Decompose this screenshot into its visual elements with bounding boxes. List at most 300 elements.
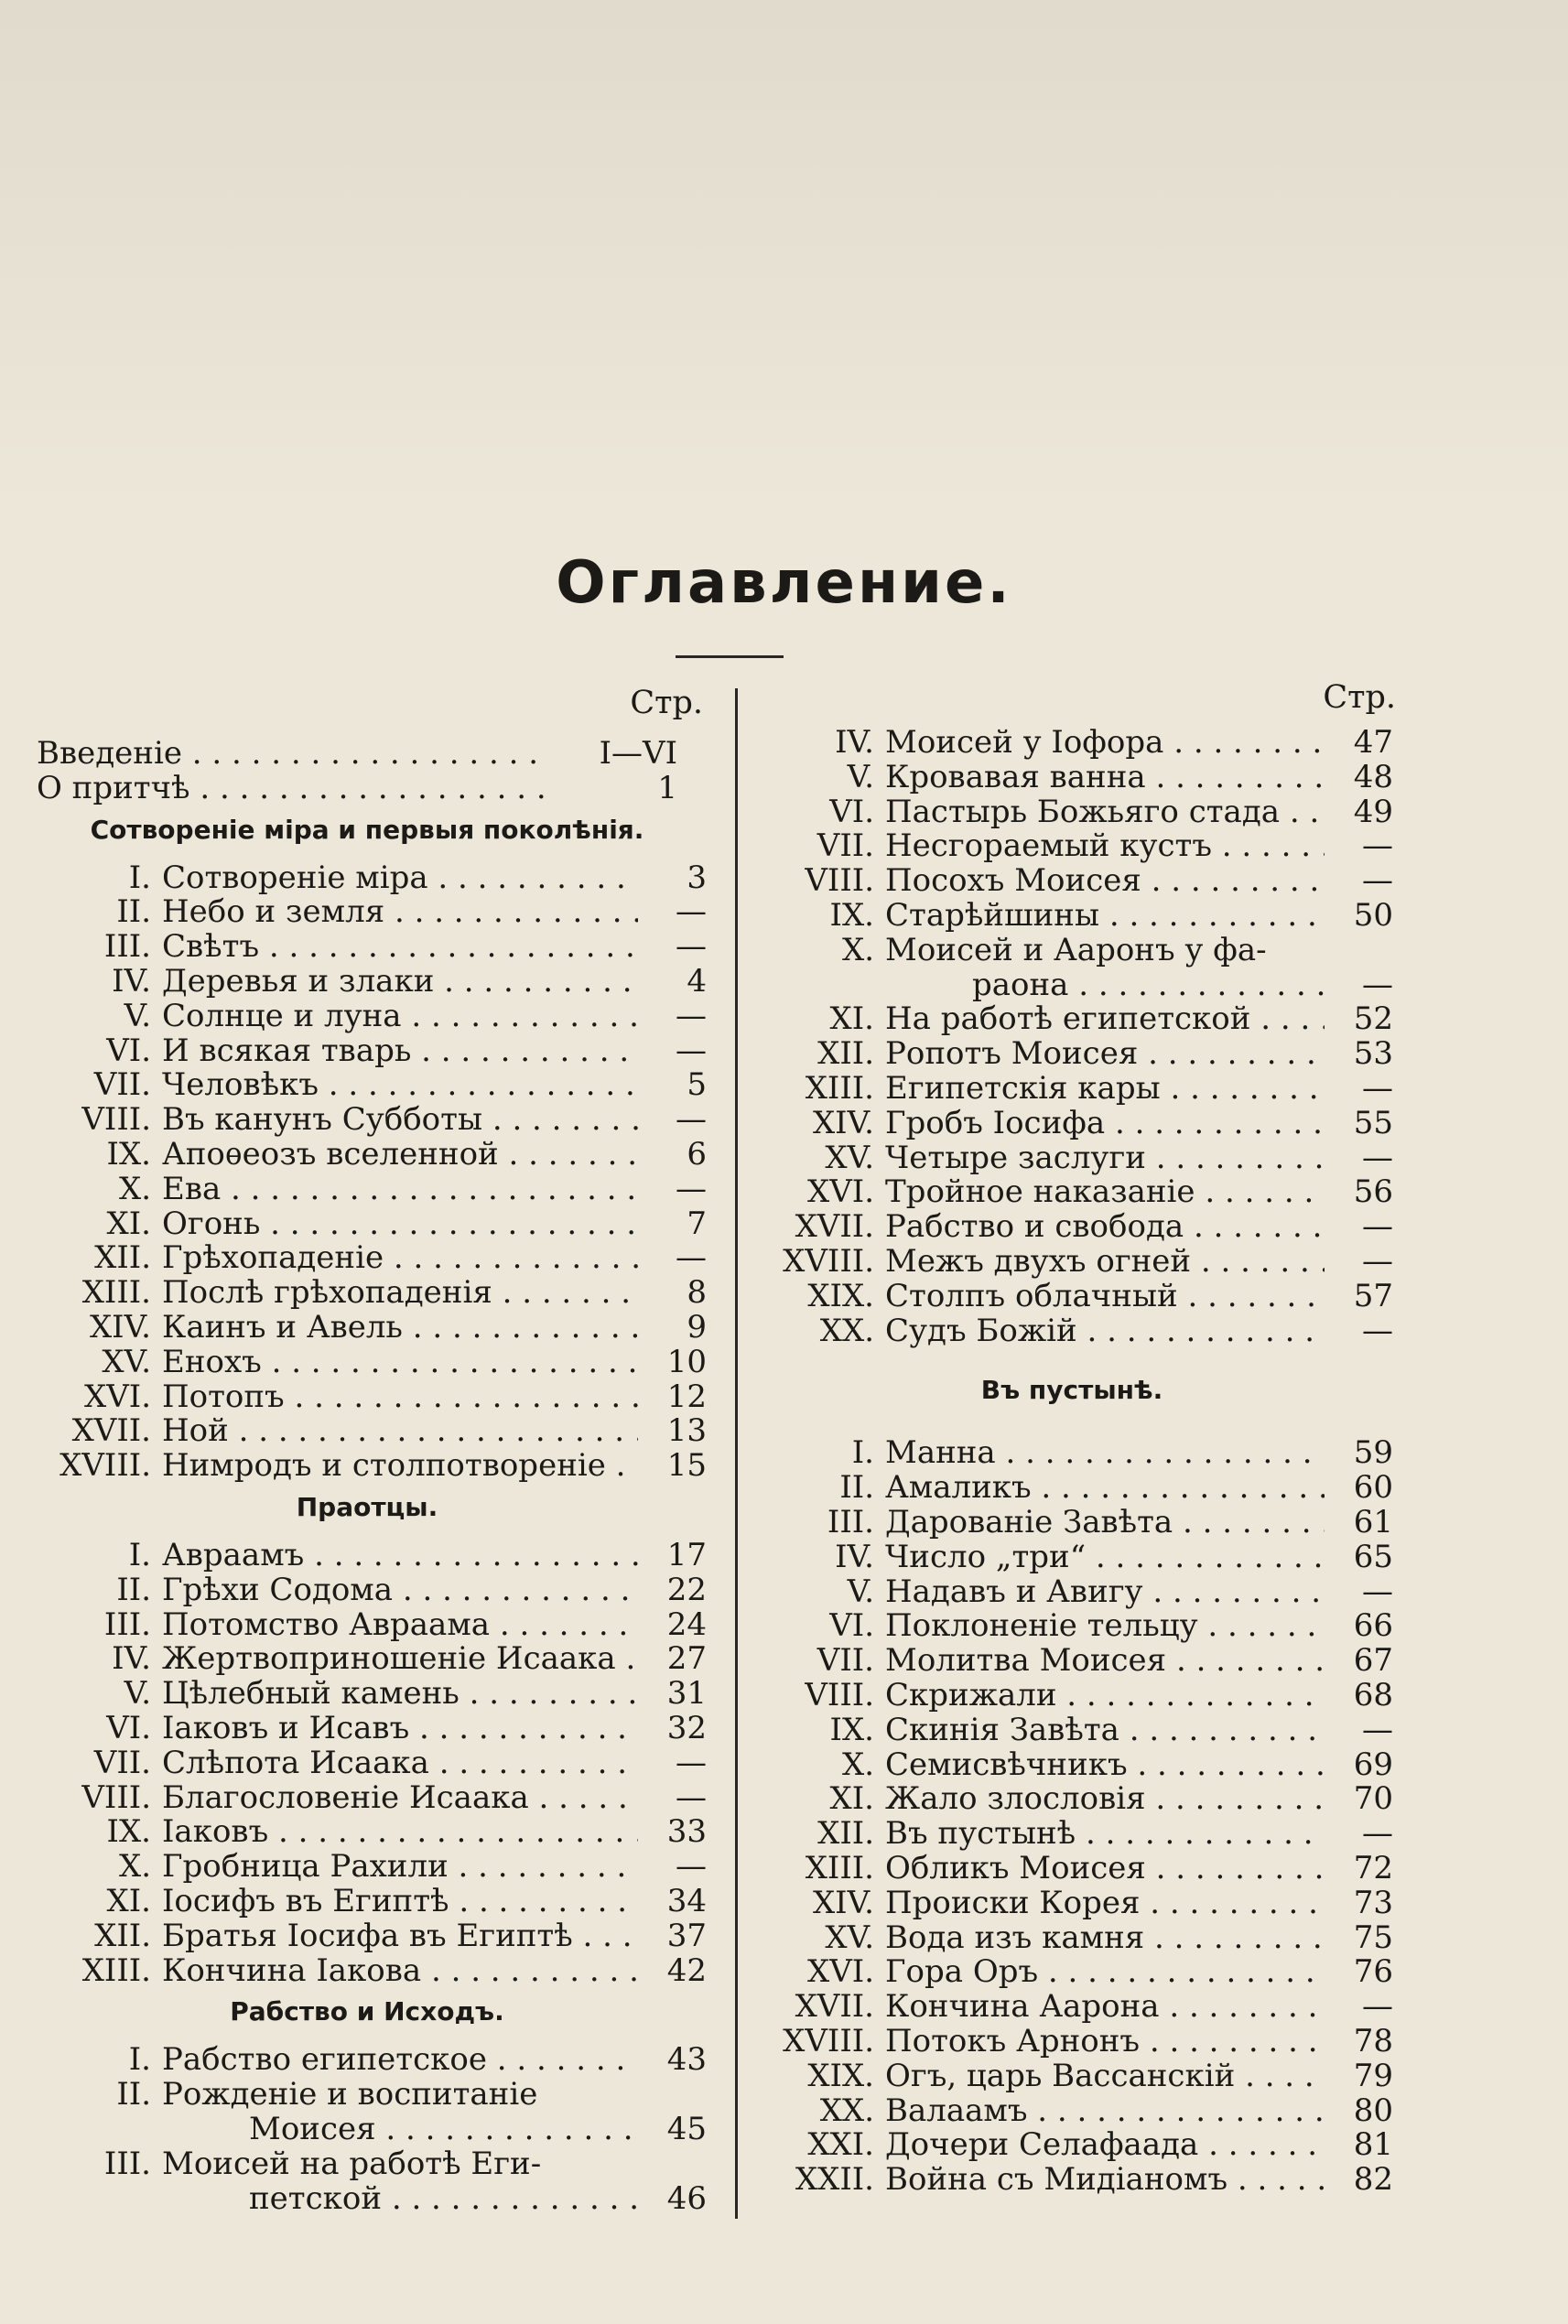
page-title: Оглавлениe.	[556, 549, 1012, 617]
entry-page: —	[1362, 862, 1393, 900]
show-through-area	[0, 0, 1568, 513]
entry-number: V.	[847, 758, 874, 795]
entry-title: Авраамъ . . .	[162, 1538, 638, 1573]
entry-page: 15	[666, 1447, 707, 1485]
entry-number: I.	[128, 2041, 151, 2079]
entry-page: 17	[666, 1537, 707, 1573]
toc-entry	[27, 1676, 707, 1711]
entry-page: —	[1362, 1573, 1393, 1610]
entry-title: Цѣлебный камень . . .	[162, 1676, 638, 1711]
entry-number: IV.	[112, 1640, 151, 1678]
entry-title: Число „три“ . . .	[885, 1540, 1325, 1574]
toc-entry	[751, 1816, 1393, 1851]
entry-title: Жертвоприношеніе Исаака . . .	[162, 1641, 638, 1676]
entry-title: Семисвѣчникъ . . .	[885, 1747, 1325, 1782]
entry-number: X.	[118, 1170, 151, 1207]
entry-page: 22	[666, 1571, 707, 1608]
entry-number: XVI.	[84, 1378, 151, 1415]
entry-title: Скрижали . . .	[885, 1678, 1325, 1713]
entry-number: XIII.	[805, 1070, 874, 1107]
entry-page: —	[1362, 1988, 1393, 2026]
entry-number: V.	[124, 1675, 151, 1713]
entry-page: 5	[687, 1066, 707, 1104]
entry-number: VI.	[106, 1032, 151, 1069]
entry-title: Египетскія кары . . .	[885, 1071, 1325, 1106]
entry-number: VII.	[816, 1642, 874, 1680]
entry-number: XI.	[829, 1780, 874, 1818]
entry-number: XIII.	[805, 1850, 874, 1886]
entry-number: XI.	[106, 1883, 151, 1919]
toc-entry	[751, 1209, 1393, 1244]
entry-number: X.	[118, 1848, 151, 1886]
toc-entry	[27, 1067, 707, 1102]
toc-entry	[27, 1206, 707, 1241]
toc-entry	[751, 1851, 1393, 1886]
entry-title: Рожденіе и воспитаніе	[162, 2077, 538, 2113]
toc-entry	[27, 1102, 707, 1137]
entry-page: 10	[666, 1343, 707, 1380]
entry-page: —	[676, 1032, 707, 1069]
entry-page: 80	[1353, 2092, 1393, 2129]
entry-title: Кровавая ванна . . .	[885, 760, 1325, 794]
entry-number: XII.	[94, 1239, 151, 1277]
entry-number: XVII.	[795, 1988, 874, 2026]
entry-title: Судъ Божій . . .	[885, 1313, 1325, 1348]
entry-page: 12	[666, 1378, 707, 1415]
toc-entry	[27, 894, 707, 929]
entry-number: XV.	[825, 1139, 874, 1176]
toc-entry	[27, 1746, 707, 1780]
toc-entry	[751, 828, 1393, 863]
entry-number: I.	[851, 1434, 874, 1472]
toc-entry	[27, 1137, 707, 1172]
entry-page: 55	[1353, 1104, 1393, 1141]
entry-page: 59	[1353, 1434, 1393, 1472]
entry-title: Четыре заслуги . . .	[885, 1140, 1325, 1175]
entry-number: XIV.	[89, 1309, 151, 1346]
toc-entry	[751, 1678, 1393, 1713]
entry-page: —	[1362, 1815, 1393, 1853]
entry-page: —	[1362, 1139, 1393, 1176]
toc-entry	[751, 1174, 1393, 1209]
toc-entry	[751, 1954, 1393, 1989]
entry-page: 76	[1353, 1953, 1393, 1991]
entry-number: X.	[841, 1746, 874, 1783]
entry-title: Валаамъ . . .	[885, 2093, 1325, 2128]
entry-number: I.	[128, 859, 151, 896]
toc-entry	[27, 1379, 707, 1414]
toc-entry	[27, 1033, 707, 1068]
entry-number: XIII.	[81, 1274, 151, 1312]
entry-page: 50	[1353, 897, 1393, 934]
entry-title: Поклоненіе тельцу . . .	[885, 1608, 1325, 1643]
entry-title: Сотвореніе міра . . .	[162, 860, 638, 895]
entry-title: Въ канунъ Субботы . . .	[162, 1102, 638, 1137]
toc-entry	[751, 760, 1393, 794]
toc-entry	[27, 1780, 707, 1815]
entry-title: И всякая тварь . . .	[162, 1033, 638, 1068]
toc-entry	[751, 1106, 1393, 1140]
entry-title: Небо и земля . . .	[162, 894, 638, 929]
entry-title: Потопъ . . .	[162, 1379, 638, 1414]
entry-title-continuation: Моисея . . .	[249, 2112, 638, 2146]
entry-number: XIX.	[807, 1277, 874, 1314]
section-heading: Сотвореніе міра и первыя поколѣнія.	[90, 814, 644, 845]
entry-title: Деревья и злаки . . .	[162, 964, 638, 999]
entry-page: 37	[666, 1917, 707, 1954]
entry-number: VII.	[93, 1066, 151, 1104]
toc-entry	[751, 1747, 1393, 1782]
entry-title: Дарованіе Завѣта . . .	[885, 1505, 1325, 1540]
entry-page: —	[676, 1101, 707, 1139]
toc-entry	[27, 1849, 707, 1884]
entry-page: —	[676, 928, 707, 966]
entry-page: 3	[687, 859, 707, 896]
entry-number: XV.	[825, 1919, 874, 1956]
entry-number: VIII.	[805, 862, 874, 900]
toc-entry	[27, 1711, 707, 1746]
entry-number: XV.	[102, 1343, 151, 1380]
entry-title: Ропотъ Моисея . . .	[885, 1036, 1325, 1071]
entry-number: IV.	[112, 963, 151, 1000]
toc-entry	[751, 1989, 1393, 2024]
toc-entry	[27, 1953, 707, 1988]
entry-number: XXI.	[807, 2126, 874, 2164]
toc-entry	[751, 1244, 1393, 1279]
toc-entry	[751, 2162, 1393, 2197]
entry-number: IV.	[835, 724, 874, 761]
toc-entry	[751, 1574, 1393, 1609]
entry-title: Война съ Мидіаномъ . . .	[885, 2162, 1325, 2197]
entry-title: О притчѣ . . .	[37, 771, 549, 805]
entry-page: —	[676, 997, 707, 1034]
toc-entry	[751, 1435, 1393, 1470]
entry-number: IV.	[835, 1538, 874, 1575]
entry-page: 82	[1353, 2161, 1393, 2199]
entry-title: Тройное наказаніе . . .	[885, 1174, 1325, 1209]
toc-entry	[37, 771, 677, 805]
entry-number: VIII.	[81, 1101, 151, 1139]
entry-page: 66	[1353, 1607, 1393, 1645]
entry-title: Гробница Рахили . . .	[162, 1849, 638, 1884]
toc-entry-continuation	[27, 2181, 707, 2216]
entry-page: 65	[1353, 1538, 1393, 1575]
toc-entry	[751, 933, 1393, 967]
toc-entry	[751, 1643, 1393, 1678]
page-column-header-left: Стр.	[630, 685, 703, 721]
toc-entry	[27, 1413, 707, 1448]
entry-number: VII.	[816, 827, 874, 865]
entry-page: 57	[1353, 1277, 1393, 1314]
toc-entry	[27, 929, 707, 964]
entry-page: 75	[1353, 1919, 1393, 1956]
toc-entry	[27, 1275, 707, 1310]
entry-title: Огъ, царь Вассанскій . . .	[885, 2059, 1325, 2093]
entry-page: —	[676, 1778, 707, 1816]
entry-title: Потокъ Арнонъ . . .	[885, 2024, 1325, 2059]
toc-entry	[27, 1884, 707, 1919]
entry-page: 42	[666, 1951, 707, 1989]
entry-page: 67	[1353, 1642, 1393, 1680]
toc-entry	[751, 2024, 1393, 2059]
entry-page: 60	[1353, 1469, 1393, 1507]
entry-page: —	[676, 1239, 707, 1277]
toc-entry	[751, 1001, 1393, 1036]
entry-page: 13	[666, 1412, 707, 1450]
entry-title: Кончина Іакова . . .	[162, 1953, 638, 1988]
toc-entry	[751, 1886, 1393, 1920]
entry-title: Человѣкъ . . .	[162, 1067, 638, 1102]
entry-page: 69	[1353, 1746, 1393, 1783]
entry-number: V.	[847, 1573, 874, 1610]
entry-number: XVIII.	[783, 1243, 874, 1280]
entry-page: —	[1362, 1711, 1393, 1748]
entry-page: 8	[687, 1274, 707, 1312]
toc-entry	[751, 1781, 1393, 1816]
entry-title: Столпъ облачный . . .	[885, 1279, 1325, 1313]
toc-entry	[27, 1345, 707, 1379]
entry-page: 1	[657, 769, 677, 806]
toc-entry	[751, 863, 1393, 898]
toc-entry	[27, 1538, 707, 1573]
entry-number: I.	[128, 1537, 151, 1573]
entry-title: Грѣхопаденіе . . .	[162, 1240, 638, 1275]
toc-entry	[27, 1607, 707, 1642]
entry-page: 6	[687, 1136, 707, 1173]
entry-number: XII.	[817, 1815, 874, 1853]
entry-number: XIII.	[81, 1951, 151, 1989]
entry-title: Ева . . .	[162, 1172, 638, 1206]
entry-title: Моисей на работѣ Еги-	[162, 2146, 542, 2181]
entry-page: 56	[1353, 1173, 1393, 1211]
toc-entry	[27, 860, 707, 895]
section-heading: Въ пустынѣ.	[980, 1375, 1163, 1406]
entry-title: Кончина Аарона . . .	[885, 1989, 1325, 2024]
entry-title: Послѣ грѣхопаденія . . .	[162, 1275, 638, 1310]
entry-page: 45	[666, 2111, 707, 2147]
toc-entry	[751, 898, 1393, 933]
entry-title: Іаковъ . . .	[162, 1814, 638, 1849]
entry-title: Жало злословія . . .	[885, 1781, 1325, 1816]
entry-page: 47	[1353, 724, 1393, 761]
entry-title: Несгораемый кустъ . . .	[885, 828, 1325, 863]
entry-page: 4	[687, 963, 707, 1000]
toc-entry	[751, 2127, 1393, 2162]
entry-title: Рабство египетское . . .	[162, 2042, 638, 2077]
toc-entry	[27, 1573, 707, 1607]
entry-title: Надавъ и Авигу . . .	[885, 1574, 1325, 1609]
toc-entry	[27, 2146, 707, 2181]
entry-number: XI.	[106, 1205, 151, 1242]
entry-number: VI.	[829, 793, 874, 830]
toc-entry	[751, 1505, 1393, 1540]
entry-number: VIII.	[805, 1677, 874, 1713]
toc-entry	[751, 1313, 1393, 1348]
entry-number: XIV.	[812, 1884, 874, 1921]
entry-title: Моисей и Ааронъ у фа-	[885, 932, 1267, 967]
entry-number: IX.	[106, 1813, 151, 1851]
toc-entry	[751, 1036, 1393, 1071]
entry-page: 73	[1353, 1884, 1393, 1921]
toc-entry	[751, 1920, 1393, 1955]
entry-number: XII.	[817, 1035, 874, 1073]
toc-entry	[27, 1641, 707, 1676]
toc-entry	[27, 1172, 707, 1206]
toc-entry	[751, 1071, 1393, 1106]
entry-title: Гробъ Іосифа . . .	[885, 1106, 1325, 1140]
entry-title: Скинія Завѣта . . .	[885, 1713, 1325, 1747]
entry-title: На работѣ египетской . . .	[885, 1001, 1325, 1036]
entry-number: XIX.	[807, 2057, 874, 2094]
entry-number: XVIII.	[59, 1447, 151, 1485]
entry-title: Обликъ Моисея . . .	[885, 1851, 1325, 1886]
entry-title: Братья Іосифа въ Египтѣ . . .	[162, 1919, 638, 1953]
entry-page: —	[1362, 1070, 1393, 1107]
entry-page: 68	[1353, 1677, 1393, 1713]
entry-number: VIII.	[81, 1778, 151, 1816]
entry-number: IX.	[829, 897, 874, 934]
entry-title: Происки Корея . . .	[885, 1886, 1325, 1920]
entry-number: VI.	[829, 1607, 874, 1645]
entry-title: Апоѳеозъ вселенной . . .	[162, 1137, 638, 1172]
entry-number: XXII.	[795, 2161, 874, 2199]
entry-page: 70	[1353, 1780, 1393, 1818]
page-column-header-right: Стр.	[1323, 679, 1396, 716]
entry-number: III.	[827, 1504, 874, 1540]
toc-entry	[27, 1310, 707, 1345]
entry-title: Въ пустынѣ . . .	[885, 1816, 1325, 1851]
entry-page: 49	[1353, 793, 1393, 830]
entry-number: IX.	[829, 1711, 874, 1748]
entry-number: III.	[103, 2145, 151, 2182]
entry-title: Благословеніе Исаака . . .	[162, 1780, 638, 1815]
entry-number: XX.	[819, 2092, 874, 2129]
toc-entry	[27, 2077, 707, 2112]
entry-page: 61	[1353, 1504, 1393, 1540]
entry-page: 79	[1353, 2057, 1393, 2094]
entry-number: II.	[116, 2076, 151, 2113]
entry-page: 53	[1353, 1035, 1393, 1073]
toc-entry	[27, 999, 707, 1033]
entry-number: XVII.	[71, 1412, 151, 1450]
entry-title: Моисей у Іофора . . .	[885, 725, 1325, 760]
toc-entry	[751, 1470, 1393, 1505]
entry-title: Вода изъ камня . . .	[885, 1920, 1325, 1955]
toc-entry	[27, 1240, 707, 1275]
toc-entry	[27, 964, 707, 999]
entry-title: Гора Оръ . . .	[885, 1954, 1325, 1989]
entry-page: —	[676, 1848, 707, 1886]
toc-entry	[751, 1540, 1393, 1574]
entry-page: 46	[666, 2179, 707, 2217]
toc-entry	[37, 736, 677, 771]
entry-title: Старѣйшины . . .	[885, 898, 1325, 933]
entry-number: XVI.	[807, 1173, 874, 1211]
entry-number: II.	[839, 1469, 874, 1507]
entry-page: 24	[666, 1605, 707, 1643]
entry-number: III.	[103, 1605, 151, 1643]
entry-title: Ной . . .	[162, 1413, 638, 1448]
entry-number: XVII.	[795, 1208, 874, 1246]
entry-page: 52	[1353, 1000, 1393, 1038]
entry-title: Межъ двухъ огней . . .	[885, 1244, 1325, 1279]
entry-number: VI.	[106, 1710, 151, 1746]
entry-page: 7	[687, 1205, 707, 1242]
entry-title: Пастырь Божьяго стада . . .	[885, 794, 1325, 829]
entry-title: Солнце и луна . . .	[162, 999, 638, 1033]
toc-entry	[27, 1919, 707, 1953]
entry-page: —	[1362, 827, 1393, 865]
entry-title: Молитва Моисея . . .	[885, 1643, 1325, 1678]
entry-title: Манна . . .	[885, 1435, 1325, 1470]
entry-page: —	[1362, 966, 1393, 1003]
entry-title: Огонь . . .	[162, 1206, 638, 1241]
entry-number: XII.	[94, 1917, 151, 1954]
entry-page: 43	[666, 2041, 707, 2079]
entry-page: —	[1362, 1208, 1393, 1246]
entry-page: —	[676, 1744, 707, 1781]
section-heading: Рабство и Исходъ.	[230, 1996, 504, 2027]
entry-page: 78	[1353, 2023, 1393, 2059]
entry-number: II.	[116, 1571, 151, 1608]
entry-page: 31	[666, 1675, 707, 1713]
entry-page: —	[1362, 1312, 1393, 1349]
section-heading: Праотцы.	[296, 1492, 438, 1522]
entry-title: Слѣпота Исаака . . .	[162, 1746, 638, 1780]
entry-page: —	[1362, 1243, 1393, 1280]
entry-page: 32	[666, 1710, 707, 1746]
entry-page: 48	[1353, 758, 1393, 795]
entry-number: III.	[103, 928, 151, 966]
entry-number: II.	[116, 893, 151, 931]
entry-page: 81	[1353, 2126, 1393, 2164]
toc-entry	[27, 1814, 707, 1849]
entry-title: Іосифъ въ Египтѣ . . .	[162, 1884, 638, 1919]
entry-page: —	[676, 893, 707, 931]
toc-entry	[27, 2042, 707, 2077]
toc-entry-continuation	[751, 967, 1393, 1002]
entry-title: Нимродъ и столпотвореніе . . .	[162, 1448, 638, 1483]
entry-page: 9	[687, 1309, 707, 1346]
entry-title: Потомство Авраама . . .	[162, 1607, 638, 1642]
entry-title: Введеніе . . .	[37, 736, 549, 771]
entry-title: Енохъ . . .	[162, 1345, 638, 1379]
toc-entry	[751, 1140, 1393, 1175]
entry-title: Каинъ и Авель . . .	[162, 1310, 638, 1345]
entry-number: IX.	[106, 1136, 151, 1173]
entry-title-continuation: петской . . .	[249, 2181, 638, 2216]
entry-page: 72	[1353, 1850, 1393, 1886]
toc-entry	[751, 1608, 1393, 1643]
entry-number: XVIII.	[783, 2023, 874, 2059]
toc-entry	[751, 794, 1393, 829]
entry-number: V.	[124, 997, 151, 1034]
entry-title: Амаликъ . . .	[885, 1470, 1325, 1505]
entry-title: Рабство и свобода . . .	[885, 1209, 1325, 1244]
entry-title: Свѣтъ . . .	[162, 929, 638, 964]
toc-entry	[27, 1448, 707, 1483]
entry-number: VII.	[93, 1744, 151, 1781]
entry-number: XVI.	[807, 1953, 874, 1991]
title-rule	[676, 655, 784, 658]
toc-entry	[751, 2059, 1393, 2093]
toc-entry	[751, 1279, 1393, 1313]
entry-number: X.	[841, 931, 874, 968]
entry-title: Дочери Селафаада . . .	[885, 2127, 1325, 2162]
toc-entry-continuation	[27, 2112, 707, 2146]
entry-title: Грѣхи Содома . . .	[162, 1573, 638, 1607]
column-divider	[735, 688, 738, 2219]
